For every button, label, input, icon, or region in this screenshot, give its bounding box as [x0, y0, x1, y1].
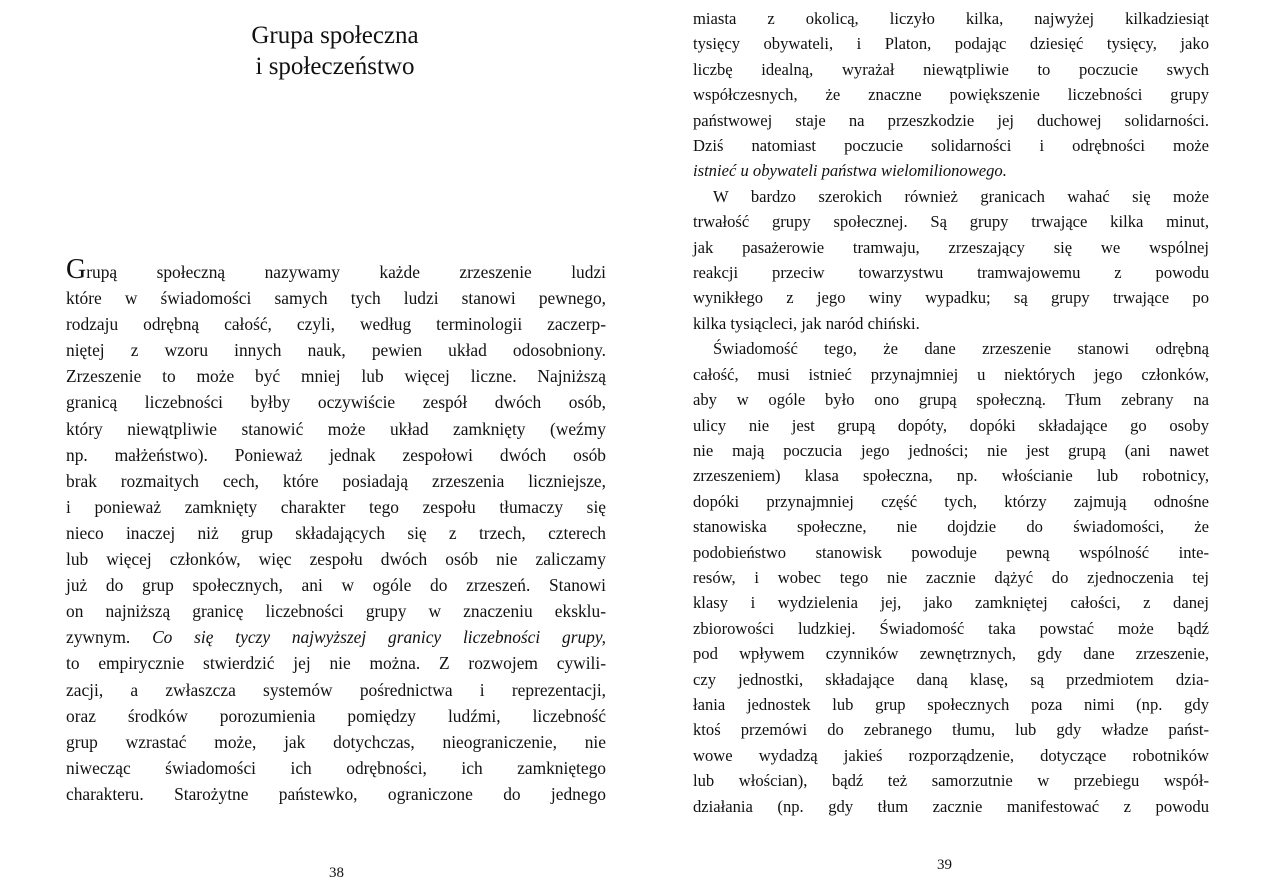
body-line: granicą liczebności byłby oczywiście zespół dwóch osób, [66, 392, 606, 413]
body-line: stanowiska społeczne, nie dojdzie do świadomości, że [693, 517, 1209, 537]
body-line: brak rozmaitych cech, które posiadają zrzeszenia liczniejsze, [66, 470, 606, 491]
body-line: ulicy nie jest grupą dopóty, dopóki składające go osoby [693, 415, 1209, 435]
body-line: oraz środków porozumienia pomiędzy ludźmi, liczebność [66, 705, 606, 726]
body-line: W bardzo szerokich również granicach wahać się może [713, 186, 1209, 206]
body-line: ktoś przemówi do zebranego tłumu, lub gdy władze państ- [693, 720, 1209, 740]
body-line: klasy i wydzielenia jej, jako zamkniętej całości, z danej [693, 593, 1209, 613]
body-line: istnieć u obywateli państwa wielomilionowego. [693, 161, 1007, 181]
body-line: rodzaju odrębną całość, czyli, według terminologii zaczerp- [66, 314, 606, 335]
drop-cap: G [66, 254, 87, 285]
body-line: nie mają poczucia jego jedności; nie jest grupą (ani nawet [693, 440, 1209, 460]
body-line: lub więcej członków, więc zespołu dwóch osób nie zaliczamy [66, 549, 606, 570]
body-line: już do grup społecznych, ani w ogóle do zrzeszeń. Stanowi [66, 575, 606, 596]
body-line: nieco inaczej niż grup składających się z trzech, czterech [66, 522, 606, 543]
body-line: czy jednostki, składające daną klasę, są przedmiotem dzia- [693, 669, 1209, 689]
page-number: 38 [329, 865, 344, 881]
body-line: tysięcy obywateli, i Platon, podając dziesięć tysięcy, jako [693, 34, 1209, 54]
body-line: wowe wydadzą jakieś rozporządzenie, dotyczące robotników [693, 745, 1209, 765]
body-line: Grupą społeczną nazywamy każde zrzeszenie ludzi [66, 254, 606, 285]
body-line: to empirycznie stwierdzić jej nie można. Z rozwojem cywili- [66, 653, 606, 674]
left-page [0, 0, 631, 893]
body-line: pod wpływem czynników zewnętrznych, gdy dane zrzeszenie, [693, 644, 1209, 664]
body-line: Dziś natomiast poczucie solidarności i odrębności może [693, 136, 1209, 156]
body-line: zbiorowości ludzkiej. Świadomość taka powstać może bądź [693, 618, 1209, 638]
body-line: dopóki przynajmniej część tych, którzy zajmują odnośne [693, 491, 1209, 511]
body-line: niętej z wzoru innych nauk, pewien układ odosobniony. [66, 340, 606, 361]
body-line: zywnym. Co się tyczy najwyższej granicy liczebności grupy, [66, 627, 606, 648]
body-line: Zrzeszenie to może być mniej lub więcej liczne. Najniższą [66, 366, 606, 387]
chapter-title-line-2: i społeczeństwo [255, 53, 415, 80]
body-line: wynikłego z jego winy wypadku; są grupy trwające po [693, 288, 1209, 308]
body-line: zacji, a zwłaszcza systemów pośrednictwa i reprezentacji, [66, 679, 606, 700]
body-line: on najniższą granicę liczebności grupy w znaczeniu eksklu- [66, 601, 606, 622]
body-line: zrzeszeniem) klasa społeczna, np. włościanie lub robotnicy, [693, 466, 1209, 486]
body-line: który niewątpliwie stanowić może układ zamknięty (weźmy [66, 418, 606, 439]
body-line: współczesnych, że znaczne powiększenie liczebności grupy [693, 85, 1209, 105]
page-number: 39 [937, 857, 952, 873]
body-line: które w świadomości samych tych ludzi stanowi pewnego, [66, 288, 606, 309]
right-page-body [693, 6, 1209, 819]
body-line: lub włościan), bądź też samorzutnie w przebiegu współ- [693, 771, 1209, 791]
body-line: liczbę idealną, wyrażał niewątpliwie to poczucie swych [693, 59, 1209, 79]
body-line: charakteru. Starożytne państewko, ograniczone do jednego [66, 783, 606, 804]
left-page-body [66, 254, 606, 807]
body-line: reakcji przeciw towarzystwu tramwajowemu z powodu [693, 263, 1209, 283]
right-page [631, 0, 1263, 893]
body-line: aby w ogóle było ono grupą społeczną. Tłum zebrany na [693, 390, 1209, 410]
body-line: całość, musi istnieć przynajmniej u niektórych jego członków, [693, 364, 1209, 384]
body-line: kilka tysiącleci, jak naród chiński. [693, 313, 920, 333]
body-line: jak pasażerowie tramwaju, zrzeszający się we wspólnej [693, 237, 1209, 257]
chapter-title-line-1: Grupa społeczna [251, 22, 419, 49]
body-line: łania jednostek lub grup społecznych poza nimi (np. gdy [693, 694, 1209, 714]
body-line: resów, i wobec tego nie zacznie dążyć do zjednoczenia tej [693, 567, 1209, 587]
body-line: trwałość grupy społecznej. Są grupy trwające kilka minut, [693, 212, 1209, 232]
body-line: miasta z okolicą, liczyło kilka, najwyżej kilkadziesiąt [693, 9, 1209, 28]
body-line: Świadomość tego, że dane zrzeszenie stanowi odrębną [713, 339, 1209, 359]
body-line: np. małżeństwo). Ponieważ jednak zespołowi dwóch osób [66, 444, 606, 465]
chapter-title [150, 20, 520, 82]
body-line: podobieństwo stanowisk powoduje pewną wspólność inte- [693, 542, 1209, 562]
body-line: i ponieważ zamknięty charakter tego zespołu tłumaczy się [66, 496, 606, 517]
body-line: grup wzrastać może, jak dotychczas, nieograniczenie, nie [66, 731, 606, 752]
body-line: działania (np. gdy tłum zacznie manifestować z powodu [693, 796, 1209, 816]
italic-sentence: Co się tyczy najwyższej granicy liczebności grupy, [152, 627, 606, 648]
body-line: niwecząc świadomości ich odrębności, ich zamkniętego [66, 757, 606, 778]
body-line: państwowej staje na przeszkodzie jej duchowej solidarności. [693, 110, 1209, 130]
